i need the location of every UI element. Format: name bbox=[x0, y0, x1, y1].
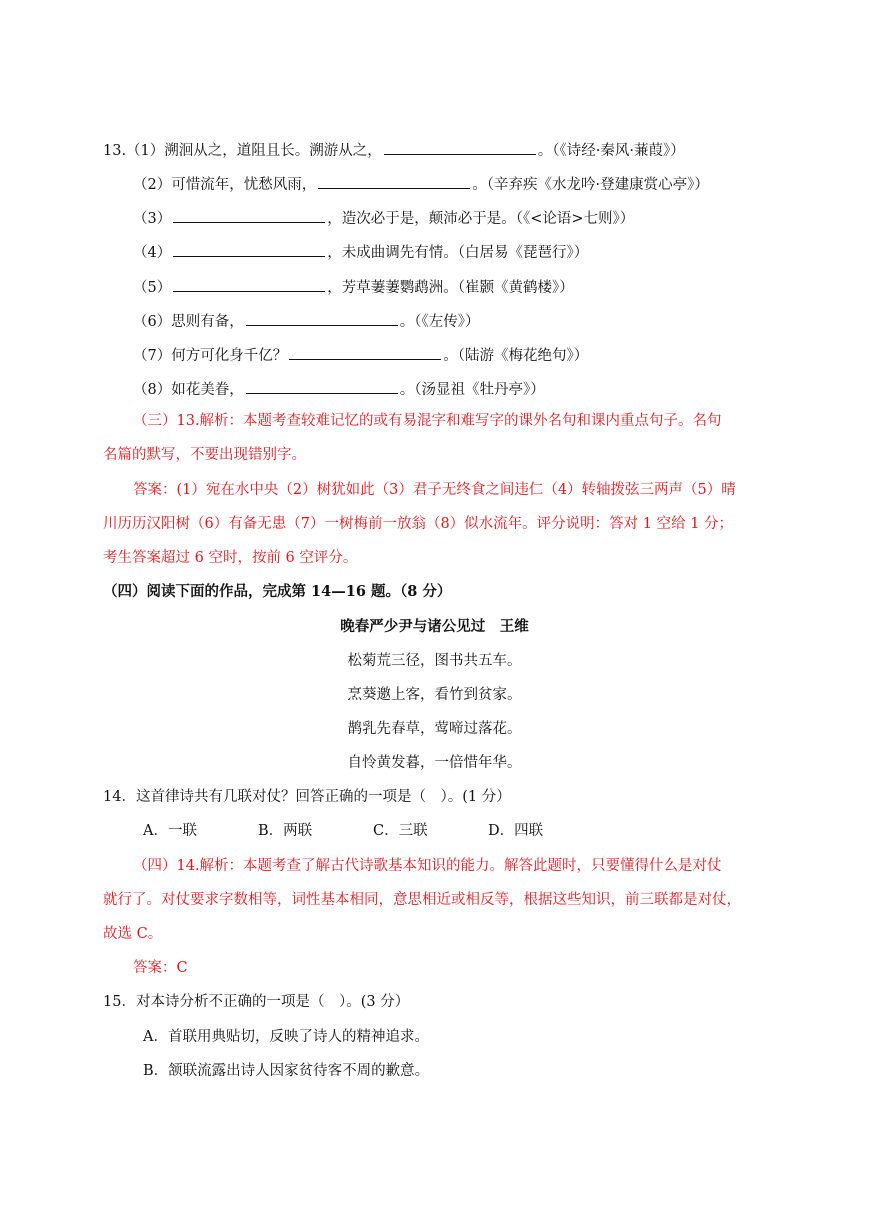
q14-analysis-line-3: 故选 C。 bbox=[103, 926, 163, 942]
q14-option-a[interactable]: A．一联 bbox=[143, 823, 197, 839]
q13-item-1: 13.（1）溯洄从之，道阻且长。溯游从之， 。（《诗经·秦风·蒹葭》） bbox=[103, 138, 685, 161]
q13-answer-line-2: 川历历汉阳树（6）有备无患（7）一树梅前一放翁（8）似水流年。评分说明：答对 1 空给 1 分； bbox=[103, 516, 734, 532]
q13-item-7: （7）何方可化身千亿？ 。（陆游《梅花绝句》） bbox=[133, 343, 588, 366]
q13-blank-1[interactable] bbox=[384, 138, 536, 155]
q13-blank-4[interactable] bbox=[173, 240, 325, 257]
q13-item-4: （4） ，未成曲调先有情。（白居易《琵琶行》） bbox=[133, 240, 588, 263]
q14-analysis-line-1: （四）14.解析：本题考查了解古代诗歌基本知识的能力。解答此题时，只要懂得什么是对仗 bbox=[133, 858, 722, 874]
q13-analysis-line-2: 名篇的默写，不要出现错别字。 bbox=[103, 447, 306, 463]
q13-intro: 13.（1）溯洄从之，道阻且长。溯游从之， bbox=[103, 143, 382, 159]
q14-option-c[interactable]: C．三联 bbox=[373, 823, 428, 839]
q13-item-8: （8）如花美眷， 。（汤显祖《牡丹亭》） bbox=[133, 377, 545, 400]
poem-title: 晚春严少尹与诸公见过 王维 bbox=[340, 618, 529, 635]
q13-item-3: （3） ，造次必于是，颠沛必于是。（《<论语>七则》） bbox=[133, 206, 634, 229]
q13-blank-7[interactable] bbox=[289, 343, 441, 360]
q13-answer-line-1: 答案：(1）宛在水中央（2）树犹如此（3）君子无终食之间违仁（4）转轴拨弦三两声（5）晴 bbox=[133, 482, 736, 498]
q13-blank-3[interactable] bbox=[173, 206, 325, 223]
q13-answer-line-3: 考生答案超过 6 空时，按前 6 空评分。 bbox=[103, 550, 358, 566]
q14-option-d[interactable]: D．四联 bbox=[488, 823, 544, 839]
q13-item-2: （2）可惜流年，忧愁风雨， 。（辛弃疾《水龙吟·登建康赏心亭》） bbox=[133, 172, 709, 195]
q14-analysis-line-2: 就行了。对仗要求字数相等，词性基本相同，意思相近或相反等，根据这些知识，前三联都是对仗， bbox=[103, 892, 741, 908]
q13-item-5: （5） ，芳草萋萋鹦鹉洲。（崔颢《黄鹤楼》） bbox=[133, 275, 574, 298]
q13-item-6: （6）思则有备， 。（《左传》） bbox=[133, 309, 479, 332]
q14-options bbox=[143, 821, 603, 841]
poem-line-3: 鹊乳先春草，莺啼过落花。 bbox=[347, 721, 522, 737]
q15-question: 15．对本诗分析不正确的一项是（ ）。(3 分） bbox=[103, 994, 410, 1010]
q13-blank-6[interactable] bbox=[246, 309, 398, 326]
q15-option-a[interactable]: A．首联用典贴切，反映了诗人的精神追求。 bbox=[143, 1029, 429, 1045]
q13-blank-5[interactable] bbox=[173, 275, 325, 292]
q14-question: 14．这首律诗共有几联对仗？回答正确的一项是（ ）。(1 分） bbox=[103, 789, 511, 805]
poem-line-1: 松菊荒三径，图书共五车。 bbox=[347, 653, 522, 669]
q13-analysis-line-1: （三）13.解析：本题考查较难记忆的或有易混字和难写字的课外名句和课内重点句子。名句 bbox=[133, 413, 722, 429]
q13-blank-2[interactable] bbox=[318, 172, 470, 189]
poem-line-4: 自怜黄发暮，一倍惜年华。 bbox=[347, 755, 522, 771]
q13-blank-8[interactable] bbox=[246, 377, 398, 394]
q14-option-b[interactable]: B．两联 bbox=[258, 823, 313, 839]
poem-line-2: 烹葵邀上客，看竹到贫家。 bbox=[347, 687, 522, 703]
section-4-heading: （四）阅读下面的作品，完成第 14—16 题。（8 分） bbox=[103, 583, 452, 600]
q15-option-b[interactable]: B．颔联流露出诗人因家贫待客不周的歉意。 bbox=[143, 1063, 430, 1079]
q14-answer: 答案：C bbox=[133, 960, 188, 976]
